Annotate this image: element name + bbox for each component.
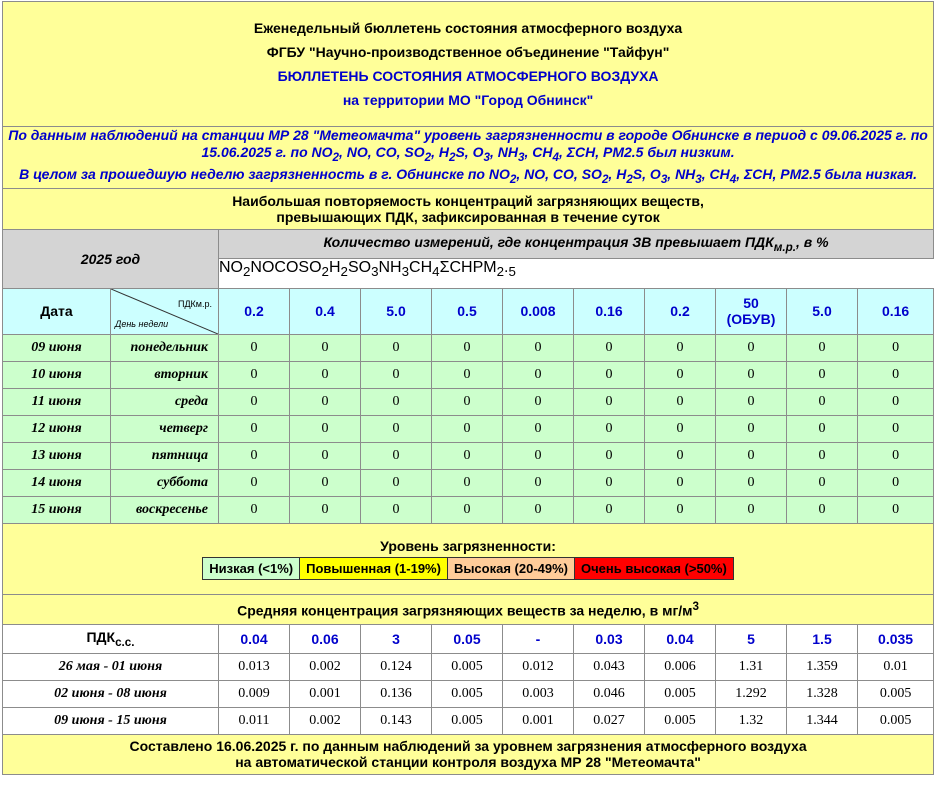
legend-item-0: Низкая (<1%) [203, 557, 300, 579]
daily-value: 0 [645, 496, 716, 523]
daily-value: 0 [716, 469, 787, 496]
weekly-value: 1.359 [787, 653, 858, 680]
bulletin-table [2, 1, 934, 775]
footer [3, 734, 934, 774]
daily-row [3, 415, 934, 442]
weekly-value: 1.292 [716, 680, 787, 707]
header-line3: БЮЛЛЕТЕНЬ СОСТОЯНИЯ АТМОСФЕРНОГО ВОЗДУХА [277, 68, 659, 84]
weekly-value: 1.344 [787, 707, 858, 734]
daily-date: 14 июня [3, 469, 111, 496]
daily-value: 0 [645, 442, 716, 469]
weekly-value: 0.005 [858, 707, 934, 734]
legend-title: Уровень загрязненности: [380, 537, 556, 554]
daily-body [3, 334, 934, 523]
weekly-value: 1.328 [787, 680, 858, 707]
section1-title-row [3, 188, 934, 229]
daily-row [3, 334, 934, 361]
daily-weekday: пятница [111, 442, 219, 469]
daily-value: 0 [503, 334, 574, 361]
weekly-value: 0.046 [574, 680, 645, 707]
daily-value: 0 [716, 334, 787, 361]
pdk-ss-value-4: - [503, 624, 574, 653]
daily-value: 0 [503, 388, 574, 415]
daily-value: 0 [432, 415, 503, 442]
daily-value: 0 [716, 361, 787, 388]
daily-value: 0 [787, 469, 858, 496]
pdk-mr-value-1: 0.4 [290, 288, 361, 334]
weekly-value: 1.31 [716, 653, 787, 680]
daily-value: 0 [290, 388, 361, 415]
pdk-mr-label: ПДКм.р. [177, 298, 212, 309]
summary-p1: По данным наблюдений на станции МР 28 "Метеомачта" уровень загрязненности в городе Обнинске в период с 09.06.2025 г. по 15.06.2025 г. по $NO_2$, NO, CO, $SO_2$, $H_2S$, $O_3$, $NH_3$, $CH_4$, ΣCH, PM2.5 был низким. [8, 127, 928, 164]
daily-value: 0 [361, 388, 432, 415]
daily-weekday: среда [111, 388, 219, 415]
pdk-mr-value-4: 0.008 [503, 288, 574, 334]
daily-value: 0 [219, 469, 290, 496]
daily-value: 0 [432, 496, 503, 523]
weekly-value: 0.009 [219, 680, 290, 707]
weekly-value: 0.005 [645, 707, 716, 734]
daily-value: 0 [858, 442, 934, 469]
pdk-ss-value-2: 3 [361, 624, 432, 653]
weekly-period: 02 июня - 08 июня [3, 680, 219, 707]
weekly-value: 0.005 [645, 680, 716, 707]
daily-value: 0 [858, 415, 934, 442]
weekly-value: 0.005 [432, 707, 503, 734]
header-line2: ФГБУ "Научно-производственное объединение "Тайфун" [266, 44, 670, 60]
daily-value: 0 [361, 469, 432, 496]
weekly-value: 0.003 [503, 680, 574, 707]
count-header-row [3, 229, 934, 258]
section1-title [3, 188, 934, 229]
daily-value: 0 [574, 442, 645, 469]
daily-row [3, 469, 934, 496]
pdk-ss-label [3, 624, 219, 653]
daily-value: 0 [645, 415, 716, 442]
daily-value: 0 [503, 415, 574, 442]
daily-date: 12 июня [3, 415, 111, 442]
daily-row [3, 388, 934, 415]
pdk-mr-value-3: 0.5 [432, 288, 503, 334]
daily-value: 0 [290, 442, 361, 469]
daily-value: 0 [645, 334, 716, 361]
pdk-ss-value-0: 0.04 [219, 624, 290, 653]
weekly-value: 0.124 [361, 653, 432, 680]
footer-row [3, 734, 934, 774]
section1-title-line1: Наибольшая повторяемость концентраций загрязняющих веществ, [232, 192, 704, 209]
daily-value: 0 [432, 469, 503, 496]
weekly-value: 0.011 [219, 707, 290, 734]
daily-weekday: вторник [111, 361, 219, 388]
legend-table [202, 557, 734, 580]
pdk-weekday-diagonal [111, 288, 219, 334]
weekly-value: 0.027 [574, 707, 645, 734]
pdk-ss-value-1: 0.06 [290, 624, 361, 653]
daily-value: 0 [503, 442, 574, 469]
legend-item-2: Высокая (20-49%) [447, 557, 574, 579]
daily-value: 0 [361, 334, 432, 361]
daily-value: 0 [574, 415, 645, 442]
weekly-period: 09 июня - 15 июня [3, 707, 219, 734]
daily-value: 0 [716, 388, 787, 415]
section2-title-row [3, 594, 934, 624]
daily-value: 0 [219, 415, 290, 442]
daily-value: 0 [858, 334, 934, 361]
daily-value: 0 [290, 469, 361, 496]
weekly-value: 0.002 [290, 653, 361, 680]
daily-weekday: понедельник [111, 334, 219, 361]
pdk-mr-value-0: 0.2 [219, 288, 290, 334]
header-line1: Еженедельный бюллетень состояния атмосферного воздуха [253, 20, 683, 36]
summary-row [3, 127, 934, 189]
daily-date: 13 июня [3, 442, 111, 469]
daily-value: 0 [432, 442, 503, 469]
daily-value: 0 [219, 442, 290, 469]
daily-row [3, 442, 934, 469]
weekly-value: 0.005 [432, 653, 503, 680]
header-row [3, 2, 934, 127]
pdk-ss-label-sub: с.с. [115, 635, 135, 649]
daily-value: 0 [787, 496, 858, 523]
count-header: Количество измерений, где концентрация ЗВ превышает $ПДК_{м.р.}$, в % [219, 229, 934, 258]
pdk-ss-value-7: 5 [716, 624, 787, 653]
legend-cell [3, 523, 934, 594]
weekly-value: 0.006 [645, 653, 716, 680]
daily-value: 0 [645, 361, 716, 388]
daily-value: 0 [858, 361, 934, 388]
daily-value: 0 [219, 361, 290, 388]
daily-value: 0 [858, 469, 934, 496]
daily-value: 0 [361, 415, 432, 442]
weekly-row [3, 707, 934, 734]
section2-title-sup: 3 [692, 599, 700, 613]
daily-weekday: воскресенье [111, 496, 219, 523]
daily-value: 0 [787, 415, 858, 442]
legend-item-1: Повышенная (1-19%) [300, 557, 448, 579]
legend-row [3, 523, 934, 594]
weekly-value: 0.005 [858, 680, 934, 707]
daily-value: 0 [574, 334, 645, 361]
daily-value: 0 [787, 442, 858, 469]
section2-title [3, 594, 934, 624]
daily-value: 0 [574, 388, 645, 415]
weekly-value: 0.001 [290, 680, 361, 707]
pdk-mr-value-7: 50 (ОБУВ) [716, 288, 787, 334]
section2-title-text: Средняя концентрация загрязняющих веществ за неделю, в мг/м [237, 602, 693, 619]
daily-value: 0 [574, 469, 645, 496]
pdk-ss-label-text: ПДК [86, 628, 116, 645]
daily-date: 10 июня [3, 361, 111, 388]
daily-weekday: четверг [111, 415, 219, 442]
footer-line2: на автоматической станции контроля воздуха МР 28 "Метеомачта" [235, 754, 701, 771]
daily-value: 0 [716, 415, 787, 442]
summary-text [3, 127, 934, 189]
daily-value: 0 [645, 469, 716, 496]
daily-value: 0 [787, 388, 858, 415]
weekly-value: 0.043 [574, 653, 645, 680]
daily-value: 0 [858, 388, 934, 415]
daily-date: 11 июня [3, 388, 111, 415]
daily-value: 0 [858, 496, 934, 523]
daily-value: 0 [574, 496, 645, 523]
weekly-value: 1.32 [716, 707, 787, 734]
daily-value: 0 [432, 361, 503, 388]
weekly-value: 0.01 [858, 653, 934, 680]
daily-date: 09 июня [3, 334, 111, 361]
daily-value: 0 [290, 361, 361, 388]
pdk-mr-value-2: 5.0 [361, 288, 432, 334]
daily-value: 0 [361, 496, 432, 523]
pdk-mr-value-8: 5.0 [787, 288, 858, 334]
daily-value: 0 [503, 496, 574, 523]
weekly-value: 0.136 [361, 680, 432, 707]
pollutant-header-row: $NO_2NOCOSO_2H_2SO_3NH_3CH_4\Sigma CHPM_2._5$ [219, 258, 516, 279]
daily-value: 0 [219, 388, 290, 415]
daily-value: 0 [290, 334, 361, 361]
weekday-label: День недели [115, 318, 169, 329]
pdk-mr-value-6: 0.2 [645, 288, 716, 334]
daily-value: 0 [716, 442, 787, 469]
daily-value: 0 [787, 361, 858, 388]
daily-row [3, 496, 934, 523]
daily-value: 0 [432, 334, 503, 361]
summary-p2: В целом за прошедшую неделю загрязненность в г. Обнинске по $NO_2$, NO, CO, $SO_2$, $H_2S$, $O_3$, $NH_3$, $CH_4$, ΣCH, PM2.5 была низкая. [19, 165, 918, 186]
weekly-value: 0.002 [290, 707, 361, 734]
header-line4: на территории МО "Город Обнинск" [342, 92, 594, 108]
bulletin-header [3, 2, 934, 127]
daily-value: 0 [503, 361, 574, 388]
pdk-ss-value-3: 0.05 [432, 624, 503, 653]
weekly-row [3, 680, 934, 707]
daily-value: 0 [290, 496, 361, 523]
footer-line1: Составлено 16.06.2025 г. по данным наблюдений за уровнем загрязнения атмосферного воздуха [129, 738, 807, 755]
daily-value: 0 [574, 361, 645, 388]
weekly-value: 0.013 [219, 653, 290, 680]
section1-title-line2: превышающих ПДК, зафиксированная в течение суток [276, 208, 660, 225]
daily-value: 0 [219, 496, 290, 523]
daily-value: 0 [432, 388, 503, 415]
daily-date: 15 июня [3, 496, 111, 523]
daily-value: 0 [361, 442, 432, 469]
daily-value: 0 [503, 469, 574, 496]
daily-value: 0 [645, 388, 716, 415]
daily-value: 0 [716, 496, 787, 523]
daily-value: 0 [290, 415, 361, 442]
weekly-value: 0.001 [503, 707, 574, 734]
daily-value: 0 [219, 334, 290, 361]
pdk-ss-value-9: 0.035 [858, 624, 934, 653]
weekly-row [3, 653, 934, 680]
pdk-ss-row [3, 624, 934, 653]
daily-weekday: суббота [111, 469, 219, 496]
year-label: 2025 год [3, 229, 219, 288]
weekly-value: 0.143 [361, 707, 432, 734]
daily-row [3, 361, 934, 388]
daily-value: 0 [361, 361, 432, 388]
pdk-ss-value-8: 1.5 [787, 624, 858, 653]
weekly-value: 0.005 [432, 680, 503, 707]
pdk-ss-value-6: 0.04 [645, 624, 716, 653]
date-label: Дата [3, 288, 111, 334]
pdk-mr-value-5: 0.16 [574, 288, 645, 334]
pdk-mr-row [3, 288, 934, 334]
weekly-value: 0.012 [503, 653, 574, 680]
weekly-body [3, 653, 934, 734]
daily-value: 0 [787, 334, 858, 361]
pdk-ss-value-5: 0.03 [574, 624, 645, 653]
legend-item-3: Очень высокая (>50%) [575, 557, 734, 579]
weekly-period: 26 мая - 01 июня [3, 653, 219, 680]
pdk-mr-value-9: 0.16 [858, 288, 934, 334]
